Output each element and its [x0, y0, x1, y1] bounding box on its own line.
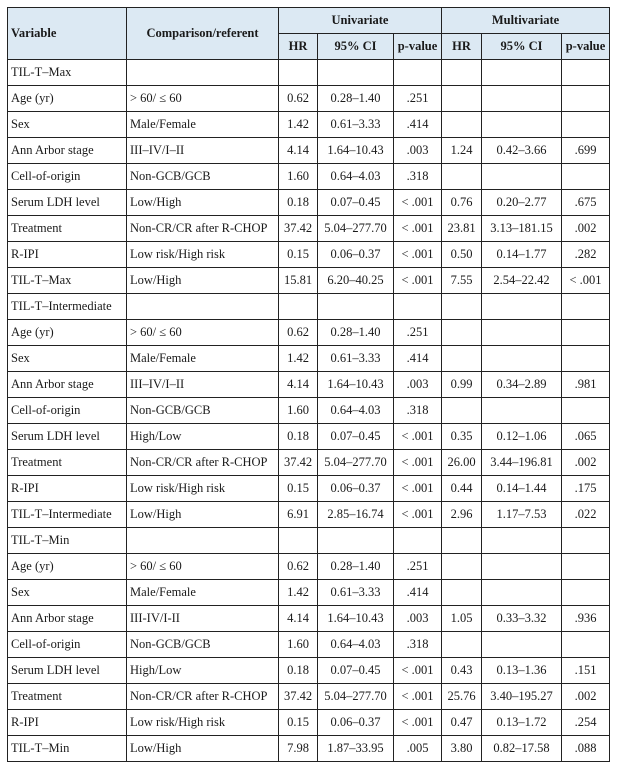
table-row: [8, 320, 610, 346]
cell-univariate-ci: 0.06–0.37: [318, 710, 394, 736]
cell-univariate-hr: 37.42: [279, 684, 318, 710]
table-row: [8, 710, 610, 736]
cell-multivariate-pvalue: .981: [562, 372, 610, 398]
cell-variable: Treatment: [8, 216, 127, 242]
table-row: [8, 684, 610, 710]
table-body: [8, 60, 610, 762]
cell-variable: Cell-of-origin: [8, 632, 127, 658]
cell-comparison: Non-CR/CR after R-CHOP: [127, 450, 279, 476]
cell-comparison: Low risk/High risk: [127, 242, 279, 268]
cell-univariate-ci: 0.61–3.33: [318, 580, 394, 606]
group-title: TIL-T–Intermediate: [8, 294, 127, 320]
cell-univariate-pvalue: < .001: [394, 476, 442, 502]
cell-multivariate-pvalue: .254: [562, 710, 610, 736]
cell-multivariate-hr: [442, 554, 482, 580]
cell-variable: R-IPI: [8, 476, 127, 502]
cell-comparison: Non-GCB/GCB: [127, 164, 279, 190]
cell-univariate-ci: 0.64–4.03: [318, 632, 394, 658]
header-multivariate-ci: 95% CI: [482, 34, 562, 60]
cell-univariate-ci: 5.04–277.70: [318, 450, 394, 476]
cell-multivariate-hr: 0.50: [442, 242, 482, 268]
cell-multivariate-hr: 26.00: [442, 450, 482, 476]
group-title: TIL-T–Max: [8, 60, 127, 86]
cell-univariate-ci: 0.07–0.45: [318, 658, 394, 684]
cell-univariate-hr: 4.14: [279, 606, 318, 632]
cell-univariate-ci: 0.06–0.37: [318, 476, 394, 502]
cell-multivariate-ci: 0.13–1.72: [482, 710, 562, 736]
table-row: [8, 268, 610, 294]
cell-univariate-pvalue: < .001: [394, 424, 442, 450]
cell-comparison: Male/Female: [127, 580, 279, 606]
cell-multivariate-pvalue: .002: [562, 684, 610, 710]
header-multivariate-hr: HR: [442, 34, 482, 60]
cell-comparison: Low/High: [127, 736, 279, 762]
cell-univariate-hr: 0.18: [279, 424, 318, 450]
empty-cell: [562, 528, 610, 554]
cell-univariate-pvalue: < .001: [394, 190, 442, 216]
cell-comparison: Low/High: [127, 268, 279, 294]
cell-multivariate-pvalue: .675: [562, 190, 610, 216]
empty-cell: [442, 294, 482, 320]
cell-univariate-hr: 37.42: [279, 216, 318, 242]
cell-multivariate-pvalue: [562, 164, 610, 190]
empty-cell: [127, 294, 279, 320]
cell-variable: Serum LDH level: [8, 424, 127, 450]
table-row: [8, 86, 610, 112]
cell-univariate-hr: 4.14: [279, 138, 318, 164]
cell-comparison: Non-CR/CR after R-CHOP: [127, 216, 279, 242]
cell-multivariate-ci: [482, 320, 562, 346]
cell-univariate-pvalue: < .001: [394, 710, 442, 736]
cell-univariate-pvalue: < .001: [394, 268, 442, 294]
cell-variable: Treatment: [8, 450, 127, 476]
cell-univariate-ci: 6.20–40.25: [318, 268, 394, 294]
cell-comparison: High/Low: [127, 658, 279, 684]
cell-univariate-pvalue: .251: [394, 320, 442, 346]
cell-multivariate-hr: 0.43: [442, 658, 482, 684]
cell-comparison: III-IV/I-II: [127, 606, 279, 632]
cell-variable: TIL-T–Max: [8, 268, 127, 294]
header-univariate-ci: 95% CI: [318, 34, 394, 60]
cell-variable: Sex: [8, 580, 127, 606]
cell-variable: Serum LDH level: [8, 658, 127, 684]
header-univariate-pvalue: p-value: [394, 34, 442, 60]
cell-multivariate-pvalue: .282: [562, 242, 610, 268]
table-row: [8, 216, 610, 242]
empty-cell: [318, 528, 394, 554]
cell-multivariate-pvalue: < .001: [562, 268, 610, 294]
header-univariate: Univariate: [279, 8, 442, 34]
cell-multivariate-hr: 0.47: [442, 710, 482, 736]
cell-multivariate-ci: 0.34–2.89: [482, 372, 562, 398]
cell-univariate-hr: 37.42: [279, 450, 318, 476]
group-header-row: [8, 294, 610, 320]
cell-multivariate-hr: 0.76: [442, 190, 482, 216]
table-row: [8, 502, 610, 528]
empty-cell: [394, 60, 442, 86]
cell-multivariate-pvalue: [562, 554, 610, 580]
cell-univariate-hr: 1.60: [279, 164, 318, 190]
table-row: [8, 372, 610, 398]
cell-variable: Age (yr): [8, 86, 127, 112]
cell-univariate-hr: 0.15: [279, 476, 318, 502]
cell-multivariate-pvalue: [562, 320, 610, 346]
empty-cell: [318, 60, 394, 86]
cell-multivariate-ci: 3.13–181.15: [482, 216, 562, 242]
table-row: [8, 736, 610, 762]
table-row: [8, 398, 610, 424]
cell-univariate-pvalue: < .001: [394, 502, 442, 528]
cell-univariate-hr: 0.62: [279, 86, 318, 112]
cell-multivariate-ci: 0.20–2.77: [482, 190, 562, 216]
cell-variable: TIL-T–Intermediate: [8, 502, 127, 528]
cell-univariate-hr: 0.18: [279, 190, 318, 216]
cell-multivariate-pvalue: .088: [562, 736, 610, 762]
table-row: [8, 138, 610, 164]
cell-comparison: Low/High: [127, 190, 279, 216]
cell-multivariate-ci: 0.13–1.36: [482, 658, 562, 684]
cell-variable: R-IPI: [8, 242, 127, 268]
cell-multivariate-hr: [442, 320, 482, 346]
cell-multivariate-ci: [482, 580, 562, 606]
cell-comparison: Low risk/High risk: [127, 710, 279, 736]
cell-univariate-hr: 1.60: [279, 632, 318, 658]
cell-univariate-ci: 1.64–10.43: [318, 606, 394, 632]
cell-variable: Age (yr): [8, 320, 127, 346]
cell-univariate-pvalue: < .001: [394, 684, 442, 710]
cell-multivariate-ci: [482, 632, 562, 658]
empty-cell: [562, 294, 610, 320]
cell-multivariate-hr: 25.76: [442, 684, 482, 710]
cell-univariate-pvalue: .003: [394, 372, 442, 398]
cell-univariate-hr: 1.42: [279, 112, 318, 138]
cell-variable: TIL-T–Min: [8, 736, 127, 762]
table-row: [8, 580, 610, 606]
cell-comparison: Low risk/High risk: [127, 476, 279, 502]
cell-univariate-hr: 0.62: [279, 320, 318, 346]
table-row: [8, 476, 610, 502]
table-header: [8, 8, 610, 60]
cell-multivariate-ci: 0.14–1.44: [482, 476, 562, 502]
cell-univariate-ci: 1.87–33.95: [318, 736, 394, 762]
cell-univariate-ci: 0.64–4.03: [318, 398, 394, 424]
cell-multivariate-pvalue: .175: [562, 476, 610, 502]
empty-cell: [562, 60, 610, 86]
empty-cell: [482, 528, 562, 554]
cell-univariate-ci: 0.07–0.45: [318, 190, 394, 216]
cell-univariate-pvalue: .414: [394, 112, 442, 138]
cell-variable: Ann Arbor stage: [8, 372, 127, 398]
cell-multivariate-pvalue: [562, 580, 610, 606]
cell-multivariate-hr: [442, 112, 482, 138]
cell-multivariate-ci: [482, 112, 562, 138]
cell-comparison: > 60/ ≤ 60: [127, 320, 279, 346]
cell-univariate-hr: 0.15: [279, 242, 318, 268]
table-row: [8, 242, 610, 268]
cell-univariate-ci: 5.04–277.70: [318, 216, 394, 242]
cell-univariate-pvalue: < .001: [394, 450, 442, 476]
cell-multivariate-ci: [482, 86, 562, 112]
cell-univariate-ci: 0.64–4.03: [318, 164, 394, 190]
cell-multivariate-ci: 0.42–3.66: [482, 138, 562, 164]
empty-cell: [279, 528, 318, 554]
header-multivariate-pvalue: p-value: [562, 34, 610, 60]
cell-univariate-ci: 1.64–10.43: [318, 138, 394, 164]
cell-univariate-pvalue: .318: [394, 632, 442, 658]
cell-univariate-ci: 0.61–3.33: [318, 346, 394, 372]
cell-univariate-hr: 15.81: [279, 268, 318, 294]
cell-univariate-hr: 1.60: [279, 398, 318, 424]
cell-multivariate-hr: 0.44: [442, 476, 482, 502]
empty-cell: [394, 294, 442, 320]
header-univariate-hr: HR: [279, 34, 318, 60]
cell-multivariate-hr: 0.35: [442, 424, 482, 450]
cell-univariate-hr: 4.14: [279, 372, 318, 398]
cell-univariate-pvalue: .414: [394, 580, 442, 606]
cell-variable: Treatment: [8, 684, 127, 710]
cell-multivariate-pvalue: .065: [562, 424, 610, 450]
cell-univariate-ci: 0.06–0.37: [318, 242, 394, 268]
cell-multivariate-pvalue: .936: [562, 606, 610, 632]
cell-multivariate-ci: 3.40–195.27: [482, 684, 562, 710]
cell-multivariate-pvalue: .151: [562, 658, 610, 684]
empty-cell: [127, 60, 279, 86]
cell-univariate-hr: 1.42: [279, 346, 318, 372]
cell-multivariate-hr: [442, 580, 482, 606]
cell-variable: Serum LDH level: [8, 190, 127, 216]
cell-univariate-pvalue: .005: [394, 736, 442, 762]
cell-comparison: High/Low: [127, 424, 279, 450]
cell-comparison: Male/Female: [127, 112, 279, 138]
empty-cell: [279, 60, 318, 86]
cell-univariate-hr: 0.62: [279, 554, 318, 580]
cell-multivariate-pvalue: [562, 632, 610, 658]
cell-multivariate-hr: 1.24: [442, 138, 482, 164]
cell-univariate-pvalue: .414: [394, 346, 442, 372]
cell-univariate-pvalue: .003: [394, 138, 442, 164]
cell-multivariate-pvalue: .699: [562, 138, 610, 164]
cell-comparison: III–IV/I–II: [127, 372, 279, 398]
empty-cell: [482, 60, 562, 86]
cell-multivariate-ci: 3.44–196.81: [482, 450, 562, 476]
header-variable: Variable: [8, 8, 127, 60]
cell-multivariate-pvalue: [562, 86, 610, 112]
table-row: [8, 606, 610, 632]
cell-multivariate-ci: [482, 346, 562, 372]
cell-multivariate-hr: [442, 164, 482, 190]
cell-multivariate-pvalue: .002: [562, 450, 610, 476]
cell-multivariate-ci: 2.54–22.42: [482, 268, 562, 294]
cell-univariate-pvalue: .251: [394, 554, 442, 580]
cell-multivariate-hr: [442, 86, 482, 112]
cell-multivariate-ci: [482, 398, 562, 424]
cell-comparison: > 60/ ≤ 60: [127, 86, 279, 112]
cell-multivariate-hr: 0.99: [442, 372, 482, 398]
table-row: [8, 450, 610, 476]
cell-multivariate-hr: [442, 346, 482, 372]
cell-variable: R-IPI: [8, 710, 127, 736]
cell-comparison: Low/High: [127, 502, 279, 528]
header-multivariate: Multivariate: [442, 8, 610, 34]
group-title: TIL-T–Min: [8, 528, 127, 554]
table-row: [8, 190, 610, 216]
cell-univariate-pvalue: .318: [394, 164, 442, 190]
cell-variable: Age (yr): [8, 554, 127, 580]
cell-univariate-ci: 0.28–1.40: [318, 86, 394, 112]
header-comparison: Comparison/referent: [127, 8, 279, 60]
cell-multivariate-hr: 3.80: [442, 736, 482, 762]
cell-multivariate-pvalue: [562, 398, 610, 424]
table-row: [8, 632, 610, 658]
table-row: [8, 658, 610, 684]
table-container: [7, 7, 610, 762]
cell-multivariate-ci: 0.82–17.58: [482, 736, 562, 762]
empty-cell: [279, 294, 318, 320]
table-row: [8, 554, 610, 580]
cell-univariate-ci: 0.07–0.45: [318, 424, 394, 450]
cell-multivariate-hr: 1.05: [442, 606, 482, 632]
regression-table: [7, 7, 610, 762]
cell-variable: Ann Arbor stage: [8, 606, 127, 632]
cell-comparison: Non-CR/CR after R-CHOP: [127, 684, 279, 710]
cell-univariate-hr: 1.42: [279, 580, 318, 606]
cell-univariate-pvalue: .003: [394, 606, 442, 632]
table-row: [8, 424, 610, 450]
group-header-row: [8, 60, 610, 86]
empty-cell: [394, 528, 442, 554]
cell-univariate-hr: 0.15: [279, 710, 318, 736]
cell-univariate-ci: 0.28–1.40: [318, 554, 394, 580]
cell-univariate-pvalue: < .001: [394, 658, 442, 684]
cell-comparison: III–IV/I–II: [127, 138, 279, 164]
cell-multivariate-hr: [442, 398, 482, 424]
empty-cell: [482, 294, 562, 320]
cell-univariate-ci: 0.61–3.33: [318, 112, 394, 138]
cell-multivariate-ci: 0.12–1.06: [482, 424, 562, 450]
cell-univariate-pvalue: < .001: [394, 242, 442, 268]
cell-multivariate-hr: [442, 632, 482, 658]
group-header-row: [8, 528, 610, 554]
empty-cell: [442, 528, 482, 554]
empty-cell: [442, 60, 482, 86]
cell-multivariate-ci: 0.33–3.32: [482, 606, 562, 632]
cell-univariate-ci: 5.04–277.70: [318, 684, 394, 710]
cell-univariate-hr: 7.98: [279, 736, 318, 762]
cell-multivariate-pvalue: .022: [562, 502, 610, 528]
empty-cell: [127, 528, 279, 554]
cell-univariate-pvalue: < .001: [394, 216, 442, 242]
cell-comparison: Non-GCB/GCB: [127, 632, 279, 658]
cell-univariate-ci: 0.28–1.40: [318, 320, 394, 346]
cell-multivariate-ci: 0.14–1.77: [482, 242, 562, 268]
cell-variable: Cell-of-origin: [8, 164, 127, 190]
table-row: [8, 346, 610, 372]
cell-multivariate-ci: 1.17–7.53: [482, 502, 562, 528]
cell-multivariate-ci: [482, 554, 562, 580]
cell-multivariate-pvalue: [562, 112, 610, 138]
cell-comparison: > 60/ ≤ 60: [127, 554, 279, 580]
cell-variable: Sex: [8, 112, 127, 138]
cell-multivariate-pvalue: .002: [562, 216, 610, 242]
cell-comparison: Non-GCB/GCB: [127, 398, 279, 424]
cell-univariate-ci: 2.85–16.74: [318, 502, 394, 528]
cell-multivariate-hr: 23.81: [442, 216, 482, 242]
cell-univariate-hr: 0.18: [279, 658, 318, 684]
cell-univariate-pvalue: .318: [394, 398, 442, 424]
cell-variable: Ann Arbor stage: [8, 138, 127, 164]
cell-comparison: Male/Female: [127, 346, 279, 372]
cell-univariate-ci: 1.64–10.43: [318, 372, 394, 398]
cell-multivariate-pvalue: [562, 346, 610, 372]
cell-variable: Cell-of-origin: [8, 398, 127, 424]
cell-variable: Sex: [8, 346, 127, 372]
cell-univariate-hr: 6.91: [279, 502, 318, 528]
table-row: [8, 164, 610, 190]
empty-cell: [318, 294, 394, 320]
table-row: [8, 112, 610, 138]
cell-multivariate-hr: 2.96: [442, 502, 482, 528]
cell-multivariate-hr: 7.55: [442, 268, 482, 294]
cell-univariate-pvalue: .251: [394, 86, 442, 112]
cell-multivariate-ci: [482, 164, 562, 190]
